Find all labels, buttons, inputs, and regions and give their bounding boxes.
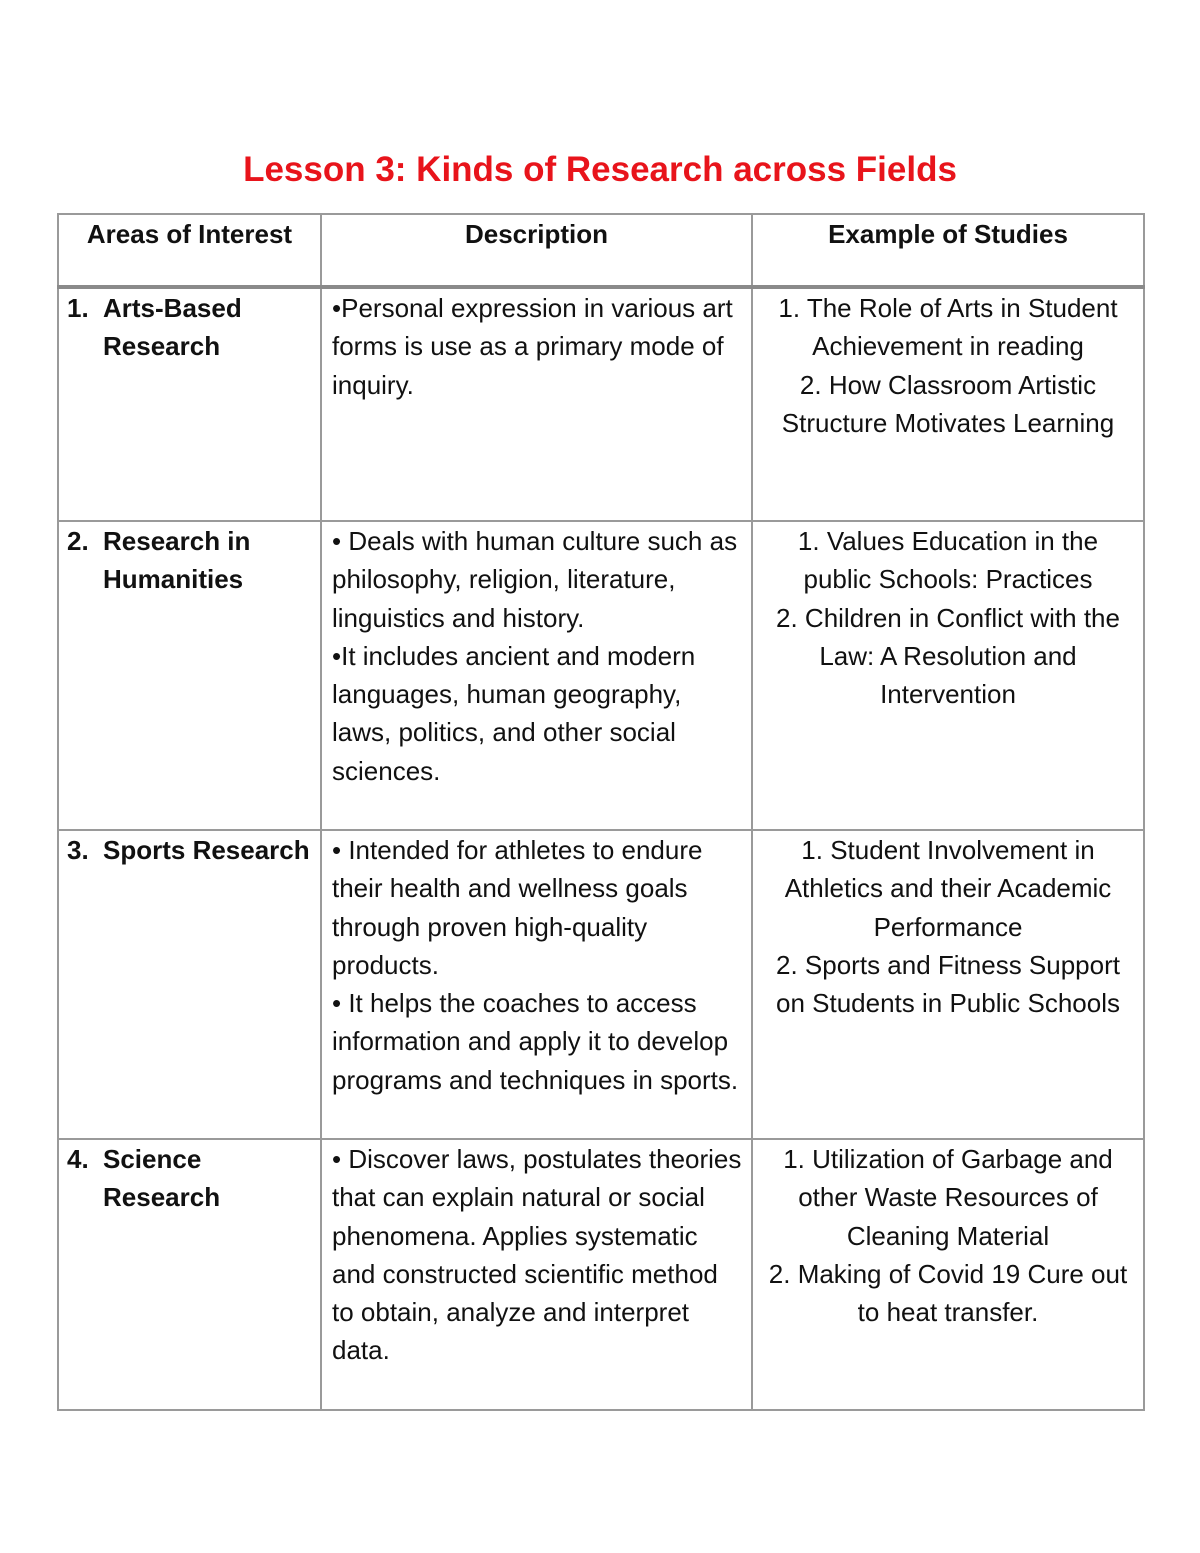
- example-study: 2. How Classroom Artistic Structure Motivates Learning: [781, 369, 1115, 438]
- example-study: 1. Utilization of Garbage and other Waste Resources of Cleaning Material: [783, 1144, 1113, 1251]
- description-text: • Deals with human culture such as philosophy, religion, literature, linguistics and history.: [332, 526, 738, 633]
- area-cell: [58, 1139, 321, 1410]
- description-text: • Discover laws, postulates theories that can explain natural or social phenomena. Applies systematic and constructed scientific method to obtain, analyze and interpret data.: [332, 1144, 742, 1366]
- research-fields-table: [57, 213, 1145, 1411]
- description-text: •It includes ancient and modern languages, human geography, laws, politics, and other social sciences.: [332, 640, 696, 786]
- area-cell: [58, 830, 321, 1139]
- area-name: Science Research: [103, 1144, 221, 1213]
- examples-cell: [752, 521, 1144, 830]
- description-cell: [321, 521, 752, 830]
- examples-cell: [752, 1139, 1144, 1410]
- area-name: Arts-Based Research: [103, 293, 242, 362]
- table-row: [58, 830, 1144, 1139]
- example-study: 2. Making of Covid 19 Cure out to heat transfer.: [768, 1258, 1128, 1328]
- header-example-of-studies: Example of Studies: [752, 214, 1144, 287]
- area-cell: [58, 521, 321, 830]
- area-name: Sports Research: [103, 835, 310, 865]
- example-study: 1. Values Education in the public Schools: Practices: [797, 526, 1099, 595]
- area-cell: [58, 287, 321, 521]
- table-row: [58, 521, 1144, 830]
- example-study: 1. The Role of Arts in Student Achievement in reading: [778, 293, 1118, 362]
- examples-cell: [752, 830, 1144, 1139]
- page-title: Lesson 3: Kinds of Research across Fields: [243, 150, 957, 189]
- area-number: 1.: [67, 293, 89, 323]
- header-description: Description: [321, 214, 752, 287]
- examples-cell: [752, 287, 1144, 521]
- header-areas-of-interest: Areas of Interest: [58, 214, 321, 287]
- table-row: [58, 287, 1144, 521]
- area-number: 2.: [67, 526, 89, 556]
- area-name: Research in Humanities: [103, 526, 251, 595]
- example-study: 2. Children in Conflict with the Law: A Resolution and Intervention: [776, 602, 1120, 710]
- example-study: 1. Student Involvement in Athletics and their Academic Performance: [784, 835, 1112, 942]
- area-number: 3.: [67, 835, 89, 865]
- table-row: [58, 1139, 1144, 1410]
- description-cell: [321, 1139, 752, 1410]
- description-cell: [321, 830, 752, 1139]
- example-study: 2. Sports and Fitness Support on Students in Public Schools: [776, 949, 1120, 1019]
- description-cell: [321, 287, 752, 521]
- description-text: • It helps the coaches to access information and apply it to develop programs and techniques in sports.: [332, 988, 739, 1095]
- table-header-row: [58, 214, 1144, 287]
- description-text: • Intended for athletes to endure their health and wellness goals through proven high-quality products.: [332, 835, 703, 980]
- area-number: 4.: [67, 1144, 89, 1174]
- description-text: •Personal expression in various art forms is use as a primary mode of inquiry.: [332, 293, 733, 400]
